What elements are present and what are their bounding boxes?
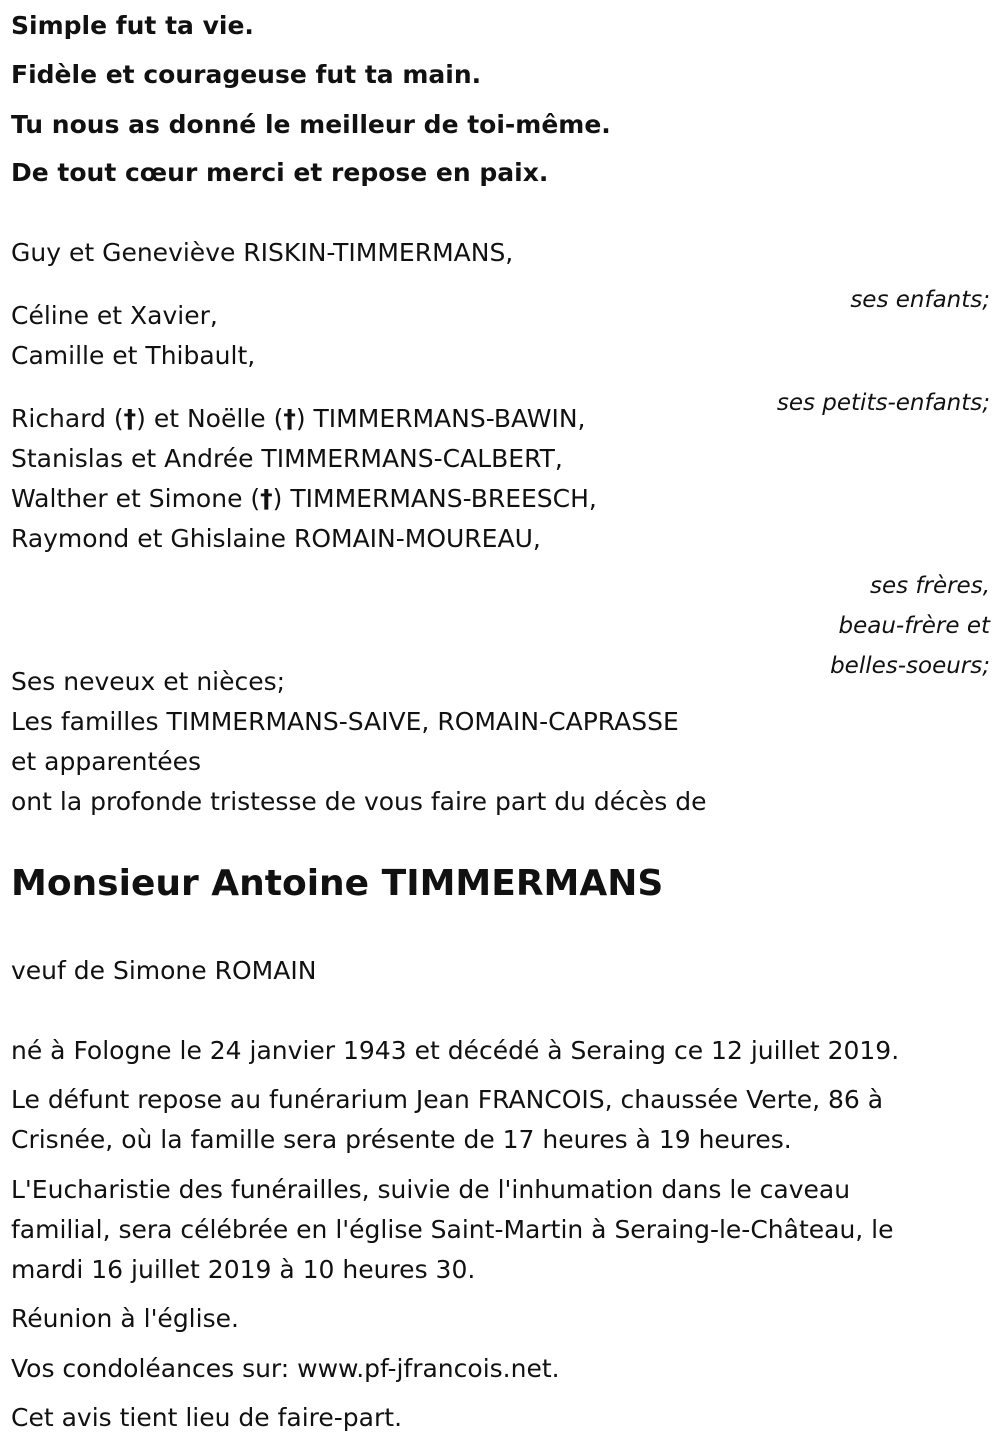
siblings-relation: beau-frère et bbox=[838, 613, 990, 639]
funeral-info: L'Eucharistie des funérailles, suivie de l'inhumation dans le caveau bbox=[11, 1175, 851, 1204]
family-line: et apparentées bbox=[11, 747, 202, 776]
funeral-info: mardi 16 juillet 2019 à 10 heures 30. bbox=[11, 1255, 476, 1284]
sibling-name: et Noëlle bbox=[153, 404, 266, 433]
grandchild-names: Camille et Thibault, bbox=[11, 341, 256, 370]
funeral-info: familial, sera célébrée en l'église Saint-Martin à Seraing-le-Château, le bbox=[11, 1215, 894, 1244]
deceased-name: Monsieur Antoine TIMMERMANS bbox=[11, 863, 664, 904]
family-line: Les familles TIMMERMANS-SAIVE, ROMAIN-CAPRASSE bbox=[11, 707, 679, 736]
verse-line: Fidèle et courageuse fut ta main. bbox=[11, 60, 482, 89]
children-names: Guy et Geneviève RISKIN-TIMMERMANS, bbox=[11, 238, 514, 267]
grandchildren-relation: ses petits-enfants; bbox=[776, 390, 990, 416]
spouse-info: veuf de Simone ROMAIN bbox=[11, 956, 317, 985]
sibling-line-walther: Walther et Simone (†) TIMMERMANS-BREESCH, bbox=[11, 484, 597, 513]
sibling-line-raymond: Raymond et Ghislaine ROMAIN-MOUREAU, bbox=[11, 524, 541, 553]
cross-icon: † bbox=[123, 404, 137, 433]
birth-death-info: né à Fologne le 24 janvier 1943 et décédé à Seraing ce 12 juillet 2019. bbox=[11, 1036, 900, 1065]
children-relation: ses enfants; bbox=[850, 287, 990, 313]
reunion-info: Réunion à l'église. bbox=[11, 1304, 239, 1333]
family-line: Ses neveux et nièces; bbox=[11, 667, 286, 696]
sibling-line-stanislas: Stanislas et Andrée TIMMERMANS-CALBERT, bbox=[11, 444, 563, 473]
notice-info: Cet avis tient lieu de faire-part. bbox=[11, 1403, 403, 1432]
grandchild-names: Céline et Xavier, bbox=[11, 301, 218, 330]
sibling-name: Walther et Simone bbox=[11, 484, 243, 513]
verse-line: De tout cœur merci et repose en paix. bbox=[11, 158, 549, 187]
cross-icon: † bbox=[260, 484, 273, 513]
sibling-surname: TIMMERMANS-BAWIN, bbox=[313, 404, 586, 433]
sibling-surname: TIMMERMANS-BREESCH, bbox=[290, 484, 597, 513]
sibling-line-richard: Richard (†) et Noëlle (†) TIMMERMANS-BAWIN, bbox=[11, 404, 586, 433]
siblings-relation: belles-soeurs; bbox=[830, 653, 990, 679]
cross-icon: † bbox=[283, 404, 296, 433]
repose-info: Le défunt repose au funérarium Jean FRANCOIS, chaussée Verte, 86 à bbox=[11, 1085, 884, 1114]
condolences-info: Vos condoléances sur: www.pf-jfrancois.net. bbox=[11, 1354, 560, 1383]
announcement-line: ont la profonde tristesse de vous faire part du décès de bbox=[11, 787, 707, 816]
siblings-relation: ses frères, bbox=[869, 573, 990, 599]
verse-line: Tu nous as donné le meilleur de toi-même. bbox=[11, 110, 611, 139]
verse-line: Simple fut ta vie. bbox=[11, 11, 254, 40]
repose-info: Crisnée, où la famille sera présente de 17 heures à 19 heures. bbox=[11, 1125, 792, 1154]
sibling-name: Richard bbox=[11, 404, 106, 433]
